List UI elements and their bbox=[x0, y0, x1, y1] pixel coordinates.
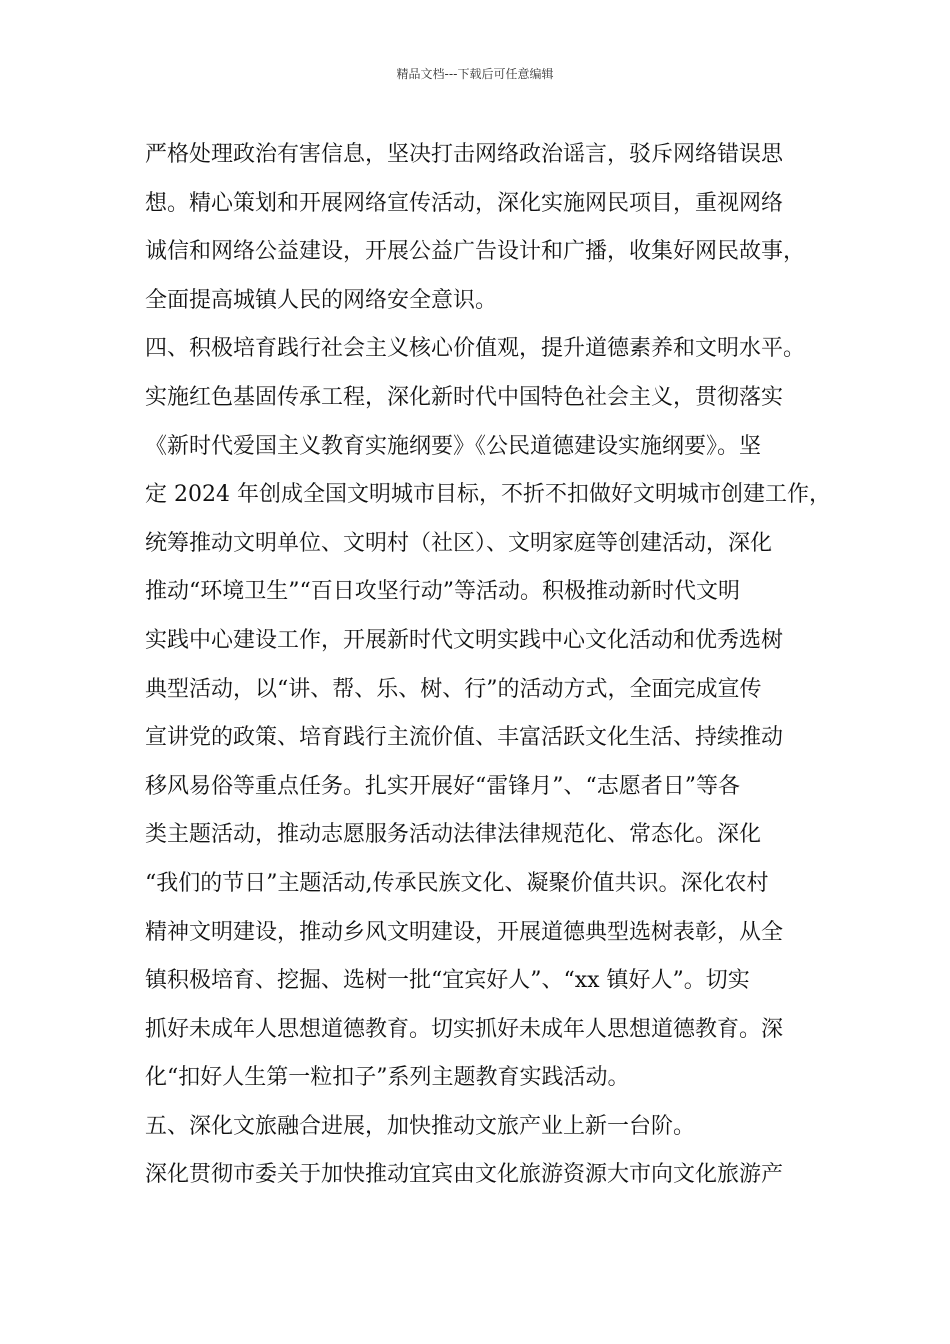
document-body bbox=[145, 131, 831, 1200]
text-line: 移风易俗等重点任务。扎实开展好“雷锋月”、“志愿者日”等各 bbox=[145, 773, 740, 799]
text-line: 实践中心建设工作，开展新时代文明实践中心文化活动和优秀选树 bbox=[145, 627, 784, 653]
text-line: 宣讲党的政策、培育践行主流价值、丰富活跃文化生活、持续推动 bbox=[145, 725, 784, 751]
text-line: 诚信和网络公益建设，开展公益广告设计和广播，收集好网民故事， bbox=[145, 239, 806, 265]
text-line: 深化贯彻市委关于加快推动宜宾由文化旅游资源大市向文化旅游产 bbox=[145, 1162, 784, 1188]
text-line: 推动“环境卫生”“百日攻坚行动”等活动。积极推动新时代文明 bbox=[145, 579, 740, 605]
text-line: 全面提高城镇人民的网络安全意识。 bbox=[145, 287, 498, 313]
text-line: 镇积极培育、挖掘、选树一批“宜宾好人”、“xx 镇好人”。切实 bbox=[145, 968, 750, 994]
text-line: 定 2024 年创成全国文明城市目标，不折不扣做好文明城市创建工作， bbox=[145, 482, 831, 508]
text-line: 实施红色基固传承工程，深化新时代中国特色社会主义，贯彻落实 bbox=[145, 384, 784, 410]
text-line: “我们的节日”主题活动,传承民族文化、凝聚价值共识。深化农村 bbox=[145, 870, 769, 896]
section-heading-5: 五、深化文旅融合进展，加快推动文旅产业上新一台阶。 bbox=[145, 1113, 696, 1139]
text-line: 抓好未成年人思想道德教育。切实抓好未成年人思想道德教育。深 bbox=[145, 1016, 784, 1042]
text-line: 化“扣好人生第一粒扣子”系列主题教育实践活动。 bbox=[145, 1065, 630, 1091]
text-line: 《新时代爱国主义教育实施纲要》《公民道德建设实施纲要》。坚 bbox=[145, 433, 762, 459]
text-line: 典型活动，以“讲、帮、乐、树、行”的活动方式，全面完成宣传 bbox=[145, 676, 762, 702]
text-line: 严格处理政治有害信息，坚决打击网络政治谣言，驳斥网络错误思 bbox=[145, 142, 784, 167]
page-header: 精品文档---下载后可任意编辑 bbox=[396, 67, 554, 81]
text-line: 想。精心策划和开展网络宣传活动，深化实施网民项目，重视网络 bbox=[145, 190, 784, 216]
section-heading-4: 四、积极培育践行社会主义核心价值观，提升道德素养和文明水平。 bbox=[145, 336, 806, 362]
text-line: 类主题活动，推动志愿服务活动法律法律规范化、常态化。深化 bbox=[145, 822, 762, 848]
text-line: 统筹推动文明单位、文明村（社区）、文明家庭等创建活动，深化 bbox=[145, 530, 773, 556]
text-line: 精神文明建设，推动乡风文明建设，开展道德典型选树表彰，从全 bbox=[145, 919, 784, 945]
